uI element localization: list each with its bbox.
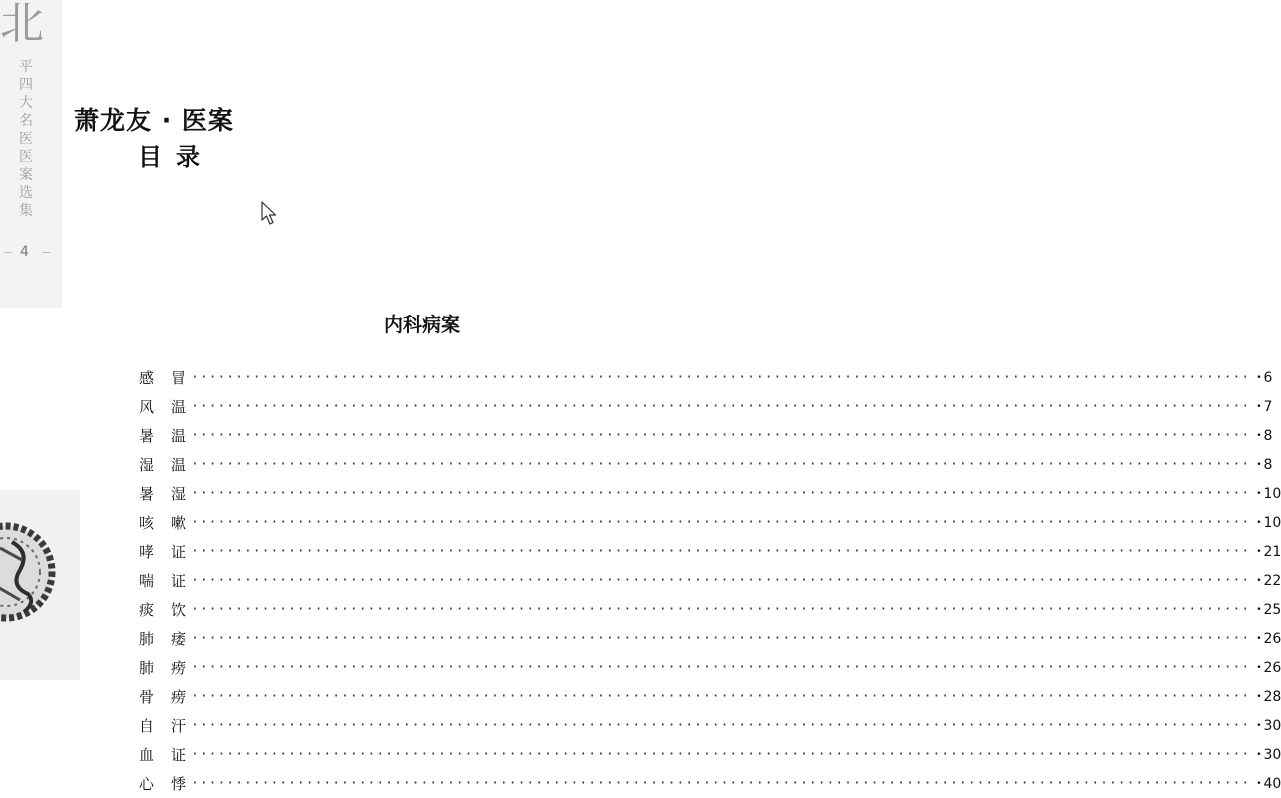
toc-entry-page: • 26 bbox=[1254, 631, 1281, 647]
toc-entry[interactable] bbox=[139, 769, 1281, 798]
toc-entry-page: • 8 bbox=[1254, 428, 1272, 444]
toc-entry-page: • 6 bbox=[1254, 370, 1272, 386]
toc-dot-leader: ························································································································ bbox=[191, 370, 1251, 385]
toc-entry-label: 心悸 bbox=[139, 775, 204, 793]
page-title: 萧龙友 · 医案 bbox=[74, 106, 234, 135]
toc-entry[interactable] bbox=[139, 537, 1281, 566]
toc-dot-leader: ························································································································ bbox=[191, 718, 1251, 733]
toc-dot-leader: ························································································································ bbox=[191, 428, 1251, 443]
toc-entry-label: 肺痿 bbox=[139, 630, 204, 648]
toc-entry[interactable] bbox=[139, 479, 1281, 508]
toc-dot-leader: ························································································································ bbox=[191, 573, 1251, 588]
toc-entry-page: • 21 bbox=[1254, 544, 1281, 560]
toc-dot-leader: ························································································································ bbox=[191, 631, 1251, 646]
toc-dot-leader: ························································································································ bbox=[191, 747, 1251, 762]
toc-entry[interactable] bbox=[139, 711, 1281, 740]
toc-dot-leader: ························································································································ bbox=[191, 660, 1251, 675]
toc-entry-label: 咳嗽 bbox=[139, 514, 204, 532]
toc-entry-label: 痰饮 bbox=[139, 601, 204, 619]
section-heading: 内科病案 bbox=[384, 314, 461, 336]
series-vertical-title: 平四大名医医案选集 bbox=[19, 59, 33, 219]
toc-entry[interactable] bbox=[139, 363, 1273, 392]
toc-entry-page: • 10 bbox=[1254, 486, 1281, 502]
toc-dot-leader: ························································································································ bbox=[191, 544, 1251, 559]
toc-entry[interactable] bbox=[139, 392, 1273, 421]
toc-entry[interactable] bbox=[139, 421, 1273, 450]
seal-stamp-icon bbox=[0, 490, 80, 680]
toc-entry[interactable] bbox=[139, 653, 1281, 682]
toc-entry-page: • 7 bbox=[1254, 399, 1272, 415]
toc-entry-label: 湿温 bbox=[139, 456, 204, 474]
toc-entry-label: 骨痨 bbox=[139, 688, 204, 706]
toc-dot-leader: ························································································································ bbox=[191, 457, 1251, 472]
toc-entry-label: 哮证 bbox=[139, 543, 204, 561]
toc-entry[interactable] bbox=[139, 624, 1281, 653]
page-dash-left bbox=[4, 252, 12, 253]
page-subtitle: 目录 bbox=[138, 143, 214, 171]
toc-entry-page: • 26 bbox=[1254, 660, 1281, 676]
toc-entry-label: 感冒 bbox=[139, 369, 204, 387]
toc-entry-label: 风温 bbox=[139, 398, 204, 416]
toc-entry-page: • 10 bbox=[1254, 515, 1281, 531]
toc-entry-page: • 30 bbox=[1254, 747, 1281, 763]
side-band bbox=[0, 0, 62, 308]
toc-entry-page: • 8 bbox=[1254, 457, 1272, 473]
toc-entry-label: 喘证 bbox=[139, 572, 204, 590]
toc-entry[interactable] bbox=[139, 595, 1281, 624]
toc-dot-leader: ························································································································ bbox=[191, 486, 1251, 501]
toc-dot-leader: ························································································································ bbox=[191, 776, 1251, 791]
toc-entry-label: 血证 bbox=[139, 746, 204, 764]
toc-entry[interactable] bbox=[139, 566, 1281, 595]
toc-entry-page: • 22 bbox=[1254, 573, 1281, 589]
series-big-char: 北 bbox=[0, 0, 44, 49]
toc-entry-page: • 40 bbox=[1254, 776, 1281, 792]
toc-entry-page: • 30 bbox=[1254, 718, 1281, 734]
toc-entry[interactable] bbox=[139, 508, 1281, 537]
toc-entry-label: 暑温 bbox=[139, 427, 204, 445]
toc-entry[interactable] bbox=[139, 682, 1281, 711]
page-dash-right bbox=[42, 252, 50, 253]
toc-entry[interactable] bbox=[139, 740, 1281, 769]
toc-dot-leader: ························································································································ bbox=[191, 602, 1251, 617]
page-number: 4 bbox=[20, 244, 29, 260]
toc-entry[interactable] bbox=[139, 450, 1273, 479]
mouse-pointer-icon bbox=[261, 201, 279, 227]
toc-entry-label: 肺痨 bbox=[139, 659, 204, 677]
toc-dot-leader: ························································································································ bbox=[191, 515, 1251, 530]
toc-entry-page: • 28 bbox=[1254, 689, 1281, 705]
toc-list bbox=[139, 363, 1281, 798]
toc-entry-label: 自汗 bbox=[139, 717, 204, 735]
toc-entry-label: 暑湿 bbox=[139, 485, 204, 503]
toc-dot-leader: ························································································································ bbox=[191, 399, 1251, 414]
toc-dot-leader: ························································································································ bbox=[191, 689, 1251, 704]
toc-entry-page: • 25 bbox=[1254, 602, 1281, 618]
